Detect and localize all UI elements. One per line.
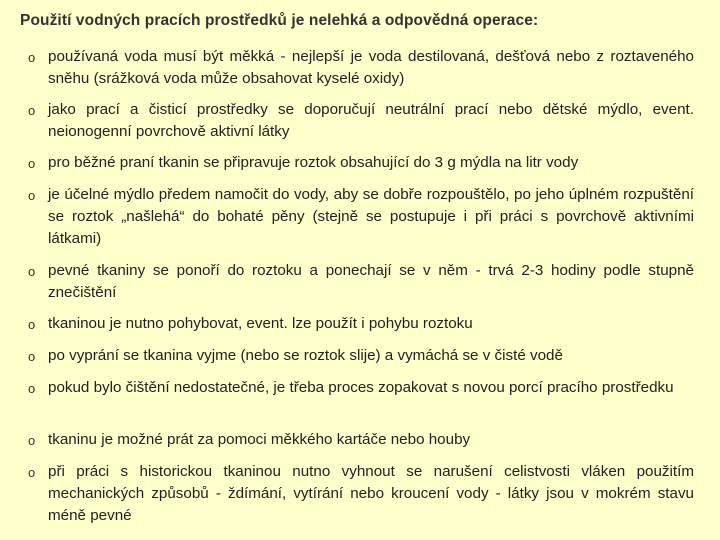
- page-title: Použití vodných pracích prostředků je nelehká a odpovědná operace:: [20, 12, 539, 29]
- list-item-text: používaná voda musí být měkká - nejlepší je voda destilovaná, dešťová nebo z roztaveného sněhu (srážková voda může obsahovat kyselé oxidy): [48, 48, 694, 87]
- bullet-marker: o: [28, 156, 36, 171]
- bullet-marker: o: [28, 103, 36, 118]
- list-item: [28, 184, 694, 250]
- list-item-text: pokud bylo čištění nedostatečné, je třeba proces zopakovat s novou porcí pracího prostředku: [48, 379, 674, 396]
- bullet-marker: o: [28, 465, 36, 480]
- bullet-marker: o: [28, 349, 36, 364]
- bullet-marker: o: [28, 317, 36, 332]
- bullet-marker: o: [28, 188, 36, 203]
- list-item-text: tkaninu je možné prát za pomoci měkkého kartáče nebo houby: [48, 431, 471, 448]
- list-item: [28, 377, 694, 399]
- list-item: [28, 46, 694, 90]
- list-item: [28, 99, 694, 143]
- list-item-text: pevné tkaniny se ponoří do roztoku a ponechají se v něm - trvá 2-3 hodiny podle stupně znečištění: [48, 262, 694, 301]
- list-item-text: při práci s historickou tkaninou nutno vyhnout se narušení celistvosti vláken použitím mechanických způsobů - ždímání, vytírání nebo kroucení vody - látky jsou v mokrém stavu méně pevné: [48, 463, 694, 524]
- bullet-marker: o: [28, 381, 36, 396]
- list-item: [28, 345, 694, 367]
- list-item-text: po vyprání se tkanina vyjme (nebo se roztok slije) a vymáchá se v čisté vodě: [48, 347, 563, 364]
- list-item: [28, 313, 694, 335]
- list-item-text: jako prací a čisticí prostředky se doporučují neutrální prací nebo dětské mýdlo, event. neionogenní povrchově aktivní látky: [48, 101, 694, 140]
- bullet-marker: o: [28, 433, 36, 448]
- list-item-text: je účelné mýdlo předem namočit do vody, aby se dobře rozpouštělo, po jeho úplném rozpuštění se roztok „našlehá“ do bohaté pěny (stejně se postupuje i při práci s povrchově aktivními látkami): [48, 186, 694, 247]
- list-item: [28, 260, 694, 304]
- bullet-marker: o: [28, 50, 36, 65]
- list-item-text: pro běžné praní tkanin se připravuje roztok obsahující do 3 g mýdla na litr vody: [48, 154, 579, 171]
- list-item: [28, 461, 694, 527]
- list-item: [28, 429, 694, 451]
- bullet-marker: o: [28, 264, 36, 279]
- list-item: [28, 152, 694, 174]
- list-item-text: tkaninou je nutno pohybovat, event. lze použít i pohybu roztoku: [48, 315, 473, 332]
